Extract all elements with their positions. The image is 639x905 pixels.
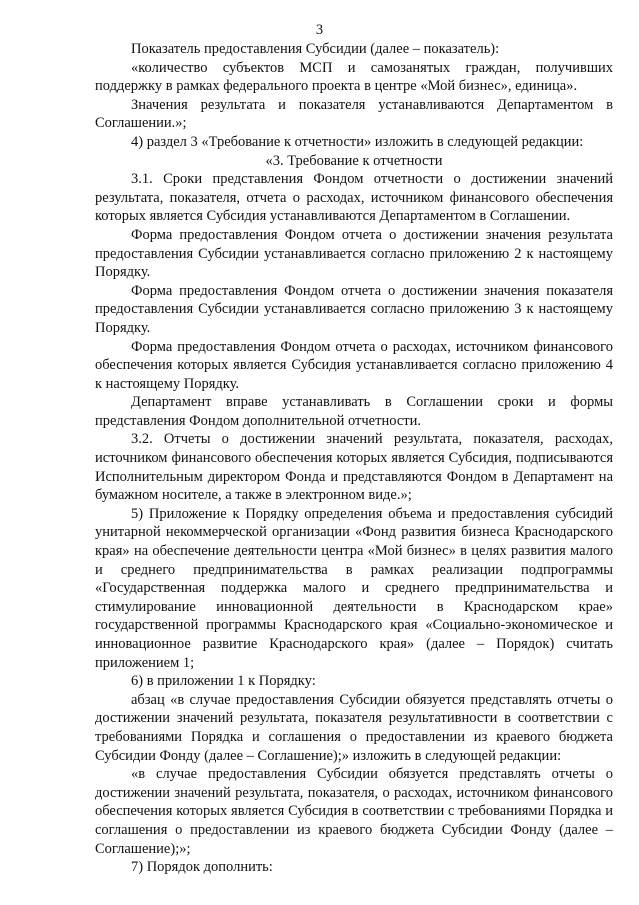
- paragraph-indicator-intro: Показатель предоставления Субсидии (далее – показатель):: [131, 41, 500, 57]
- paragraph-3-1: 3.1. Сроки представления Фондом отчетности о достижении значений результата, показателя, отчета о расходах, источником финансового обеспечения которых является Субсидия устанавливаются Департаментом в Соглашении.: [95, 171, 613, 225]
- paragraph-form-expenses: Форма предоставления Фондом отчета о расходах, источником финансового обеспечения которых является Субсидия устанавливается согласно приложению 4 к настоящему Порядку.: [95, 338, 613, 392]
- paragraph-indicator-values: Значения результата и показателя устанавливаются Департаментом в Соглашении.»;: [95, 96, 613, 132]
- paragraph-form-result: Форма предоставления Фондом отчета о достижении значения результата предоставления Субсидии устанавливается согласно приложению 2 к настоящему Порядку.: [95, 226, 613, 281]
- paragraph-abzac-old: абзац «в случае предоставления Субсидии обязуется представлять отчеты о достижении значений результата, показателя результативности в соответствии с требованиями Порядка и соглашения о предоставлении из краевого бюджета Субсидии Фонду (далее – Соглашение);» изложить в следующей редакции:: [95, 691, 613, 764]
- paragraph-department-rights: Департамент вправе устанавливать в Соглашении сроки и формы представления Фондом дополнительной отчетности.: [95, 394, 613, 429]
- paragraph-indicator-quote: «количество субъектов МСП и самозанятых граждан, получивших поддержку в рамках федерального проекта в центре «Мой бизнес», единица».: [95, 59, 613, 95]
- page-number: 3: [315, 22, 324, 38]
- paragraph-item-6: 6) в приложении 1 к Порядку:: [131, 673, 316, 690]
- paragraph-item-5: 5) Приложение к Порядку определения объема и предоставления субсидий унитарной некоммерческой организации «Фонд развития бизнеса Краснодарского края» на обеспечение деятельности центра «Мой бизнес» в целях развития малого и среднего предпринимательства в рамках реализации подпрограммы «Государственная поддержка малого и среднего предпринимательства и стимулирование инновационной деятельности в Краснодарском крае» государственной программы Краснодарского края «Социально-экономическое и инновационное развитие Краснодарского края» (далее – Порядок) считать приложением 1;: [95, 505, 613, 671]
- paragraph-form-indicator: Форма предоставления Фондом отчета о достижении значения показателя предоставления Субсидии устанавливается согласно приложению 3 к настоящему Порядку.: [95, 282, 613, 336]
- paragraph-abzac-new: «в случае предоставления Субсидии обязуется представлять отчеты о достижении значений результата, показателя, о расходах, источником финансового обеспечения которых является Субсидия в соответствии с требованиями Порядка и соглашения о предоставлении из краевого бюджета Субсидии Фонду (далее – Соглашение);»;: [95, 766, 613, 857]
- paragraph-item-7: 7) Порядок дополнить:: [131, 859, 273, 876]
- paragraph-item-4: 4) раздел 3 «Требование к отчетности» изложить в следующей редакции:: [131, 133, 584, 150]
- section-heading: «3. Требование к отчетности: [265, 152, 443, 169]
- paragraph-3-2: 3.2. Отчеты о достижении значений результата, показателя, расходах, источником финансового обеспечения которых является Субсидия, подписываются Исполнительным директором Фонда и представляются Фондом в Департамент на бумажном носителе, а также в электронном виде.»;: [95, 431, 613, 504]
- document-body: [95, 40, 613, 877]
